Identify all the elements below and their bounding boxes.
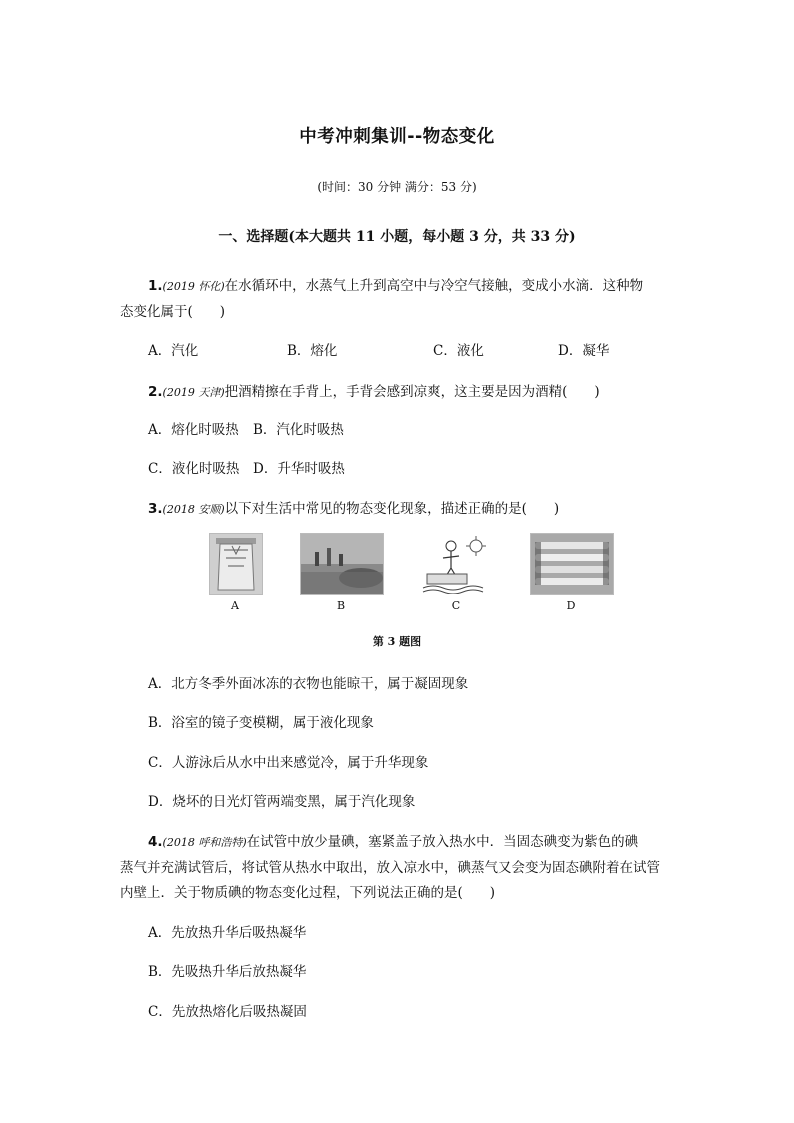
- question-source: (2018 安顺): [162, 503, 225, 516]
- question-text: 在水循环中，水蒸气上升到高空中与冷空气接触，变成小水滴．这种物: [224, 278, 644, 294]
- foggy-mirror-image: [300, 533, 384, 595]
- question-source: (2019 怀化): [162, 280, 225, 293]
- question-2-stem: [148, 380, 600, 400]
- question-2-option-a[interactable]: A．熔化时吸热: [148, 422, 239, 438]
- swimmer-illustration: [420, 533, 492, 595]
- question-3-option-c[interactable]: C．人游泳后从水中出来感觉冷，属于升华现象: [148, 755, 429, 771]
- question-3-option-a[interactable]: A．北方冬季外面冰冻的衣物也能晾干，属于凝固现象: [148, 676, 469, 692]
- question-4-stem-cont-1: 蒸气并充满试管后，将试管从热水中取出，放入凉水中，碘蒸气又会变为固态碘附着在试管: [120, 860, 660, 876]
- question-1-option-a[interactable]: A．汽化: [148, 343, 199, 359]
- question-source: (2018 呼和浩特): [162, 836, 247, 849]
- question-number: 1.: [148, 278, 163, 294]
- question-3-option-b[interactable]: B．浴室的镜子变模糊，属于液化现象: [148, 715, 374, 731]
- question-4-stem: [148, 830, 638, 850]
- fluorescent-tubes-image: [530, 533, 614, 595]
- question-source: (2019 天津): [162, 386, 225, 399]
- question-number: 4.: [148, 834, 163, 850]
- question-text: 把酒精擦在手背上，手背会感到凉爽，这主要是因为酒精( ): [224, 384, 600, 400]
- question-number: 3.: [148, 501, 163, 517]
- question-1-stem: [148, 274, 643, 294]
- question-1-stem-cont: 态变化属于( ): [120, 304, 226, 320]
- question-2-option-d[interactable]: D．升华时吸热: [253, 461, 345, 477]
- figure-label-b: B: [336, 599, 346, 612]
- figure-label-d: D: [566, 599, 576, 612]
- figure-caption: 第 3 题图: [372, 635, 422, 648]
- question-2-option-c[interactable]: C．液化时吸热: [148, 461, 240, 477]
- question-number: 2.: [148, 384, 163, 400]
- page-title: 中考冲刺集训--物态变化: [299, 127, 495, 147]
- section-heading: 一、选择题(本大题共 11 小题，每小题 3 分，共 33 分): [218, 229, 576, 245]
- figure-label-a: A: [231, 599, 239, 612]
- frozen-clothes-image: [209, 533, 263, 595]
- question-1-option-b[interactable]: B．熔化: [287, 343, 338, 359]
- question-4-option-c[interactable]: C．先放热熔化后吸热凝固: [148, 1004, 307, 1020]
- question-4-stem-cont-2: 内壁上．关于物质碘的物态变化过程，下列说法正确的是( ): [120, 885, 496, 901]
- exam-info: (时间：30 分钟 满分：53 分): [317, 180, 477, 194]
- question-1-option-d[interactable]: D．凝华: [558, 343, 610, 359]
- question-text: 在试管中放少量碘，塞紧盖子放入热水中．当固态碘变为紫色的碘: [246, 834, 639, 850]
- question-2-option-b[interactable]: B．汽化时吸热: [253, 422, 344, 438]
- question-3-option-d[interactable]: D．烧坏的日光灯管两端变黑，属于汽化现象: [148, 794, 416, 810]
- question-3-stem: [148, 497, 559, 517]
- figure-label-c: C: [451, 599, 461, 612]
- question-text: 以下对生活中常见的物态变化现象，描述正确的是( ): [224, 501, 560, 517]
- question-4-option-a[interactable]: A．先放热升华后吸热凝华: [148, 925, 307, 941]
- question-1-option-c[interactable]: C．液化: [433, 343, 484, 359]
- question-4-option-b[interactable]: B．先吸热升华后放热凝华: [148, 964, 307, 980]
